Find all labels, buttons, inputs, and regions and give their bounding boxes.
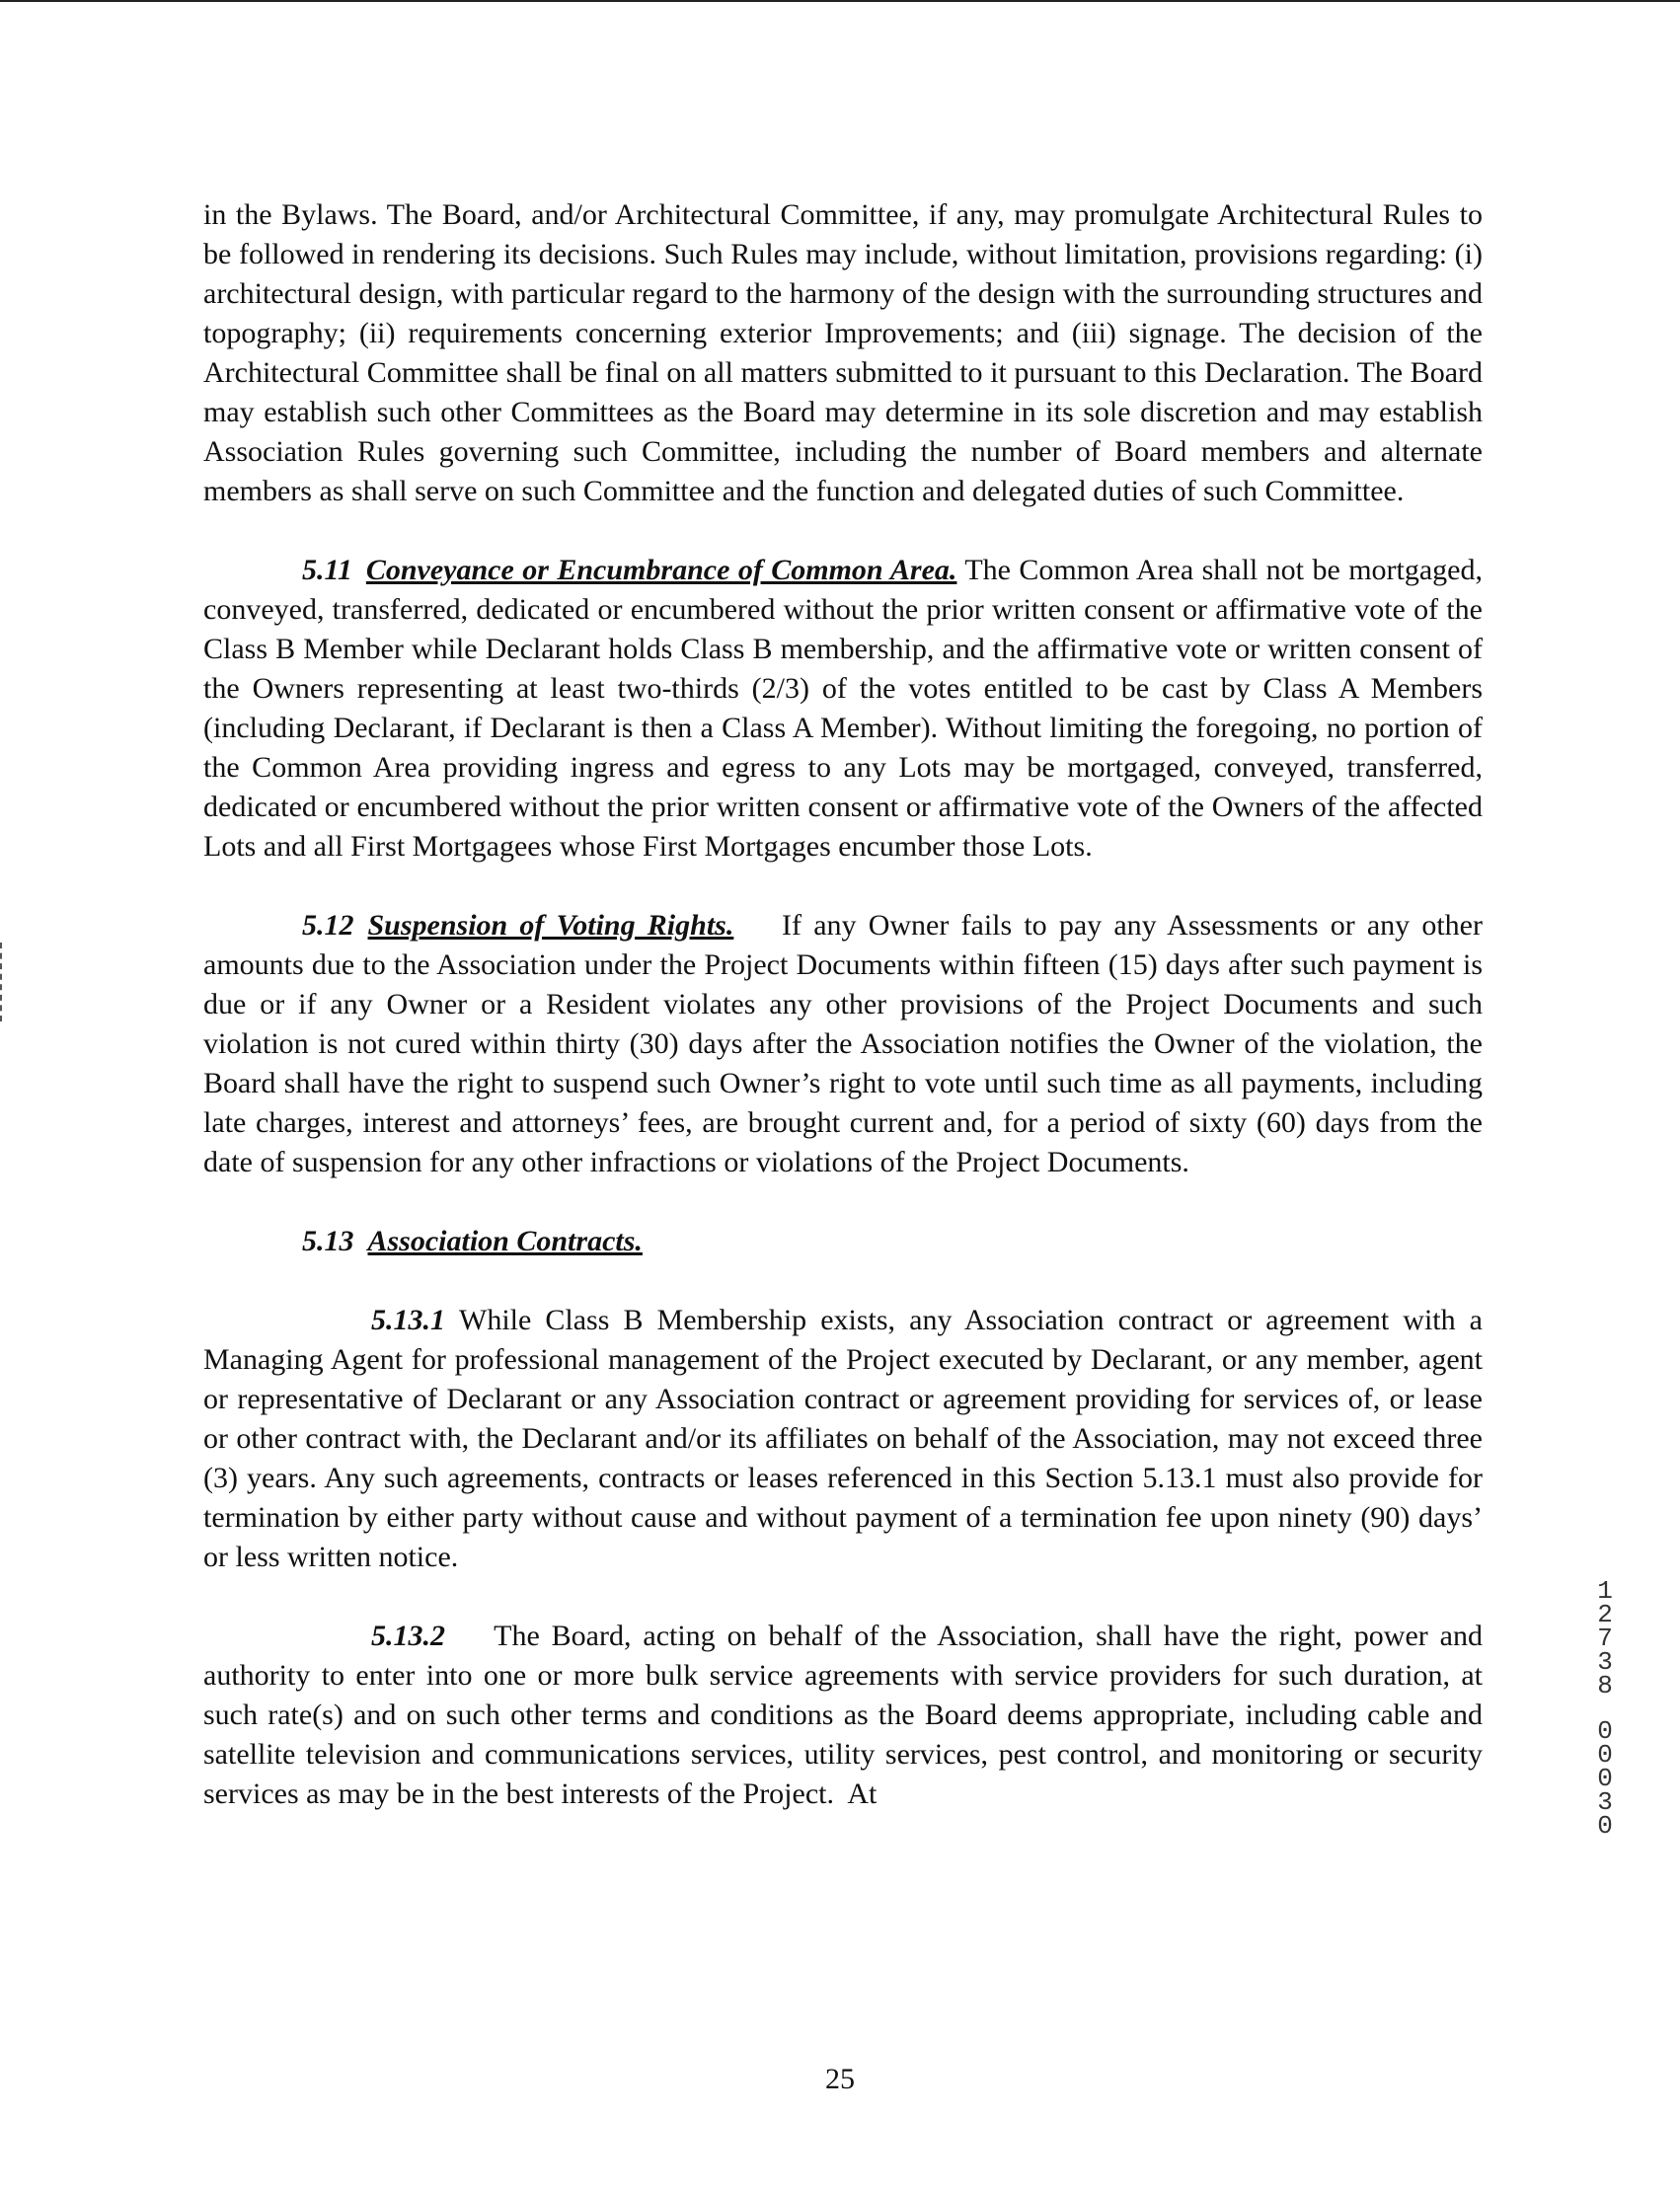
stamp-digit: 3	[1597, 1787, 1613, 1817]
stamp-digit: 0	[1597, 1764, 1613, 1793]
section-5-11	[203, 551, 1483, 867]
stamp-digit: 3	[1597, 1647, 1613, 1677]
section-5-13	[203, 1222, 1483, 1261]
margin-recording-stamp	[1585, 1576, 1625, 1841]
section-title: Conveyance or Encumbrance of Common Area.	[365, 554, 957, 586]
stamp-digit: 7	[1597, 1624, 1613, 1653]
stamp-digit: 1	[1597, 1576, 1613, 1606]
section-number: 5.13	[302, 1225, 354, 1257]
section-number: 5.11	[302, 554, 352, 586]
document-body	[203, 195, 1490, 1853]
page-number: 25	[825, 2063, 855, 2095]
subsection-body: While Class B Membership exists, any Association contract or agreement with a Managing Agent for professional management of the Project executed by Declarant, or any member, agent or representative of Declarant or any Association contract or agreement providing for services of, or lease or other contract with, the Declarant and/or its affiliates on behalf of the Association, may not exceed three (3) years. Any such agreements, contracts or leases referenced in this Section 5.13.1 must also provide for termination by either party without cause and without payment of a termination fee upon ninety (90) days’ or less written notice.	[203, 1304, 1483, 1573]
page-top-border	[0, 0, 1680, 2]
section-body: The Common Area shall not be mortgaged, conveyed, transferred, dedicated or encumbered without the prior written consent or affirmative vote of the Class B Member while Declarant holds Class B membership, and the affirmative vote or written consent of the Owners representing at least two-thirds (2/3) of the votes entitled to be cast by Class A Members (including Declarant, if Declarant is then a Class A Member). Without limiting the foregoing, no portion of the Common Area providing ingress and egress to any Lots may be mortgaged, conveyed, transferred, dedicated or encumbered without the prior written consent or affirmative vote of the Owners of the affected Lots and all First Mortgagees whose First Mortgages encumber those Lots.	[203, 554, 1483, 863]
stamp-digit: 2	[1597, 1600, 1613, 1629]
paragraph-continuation: in the Bylaws. The Board, and/or Architectural Committee, if any, may promulgate Architectural Rules to be followed in rendering its decisions. Such Rules may include, without limitation, provisions regarding: (i) architectural design, with particular regard to the harmony of the design with the surrounding structures and topography; (ii) requirements concerning exterior Improvements; and (iii) signage. The decision of the Architectural Committee shall be final on all matters submitted to it pursuant to this Declaration. The Board may establish such other Committees as the Board may determine in its sole discretion and may establish Association Rules governing such Committee, including the number of Board members and alternate members as shall serve on such Committee and the function and delegated duties of such Committee.	[203, 198, 1483, 507]
section-5-12	[203, 906, 1490, 1182]
subsection-5-13-1	[203, 1301, 1483, 1577]
section-title: Suspension of Voting Rights.	[367, 909, 734, 942]
stamp-digit: 0	[1597, 1740, 1613, 1770]
scan-edge-marks	[0, 943, 5, 1021]
section-number: 5.12	[302, 909, 354, 942]
subsection-number: 5.13.1	[371, 1304, 445, 1336]
section-title: Association Contracts.	[367, 1225, 643, 1257]
subsection-body: The Board, acting on behalf of the Association, shall have the right, power and authority to enter into one or more bulk service agreements with service providers for such duration, at such rate(s) and on such other terms and conditions as the Board deems appropriate, including cable and satellite television and communications services, utility services, pest control, and monitoring or security services as may be in the best interests of the Project. At	[203, 1620, 1490, 1810]
stamp-digit: 0	[1597, 1811, 1613, 1841]
section-body: If any Owner fails to pay any Assessments or any other amounts due to the Association under the Project Documents within fifteen (15) days after such payment is due or if any Owner or a Resident violates any other provisions of the Project Documents and such violation is not cured within thirty (30) days after the Association notifies the Owner of the violation, the Board shall have the right to suspend such Owner’s right to vote until such time as all payments, including late charges, interest and attorneys’ fees, are brought current and, for a period of sixty (60) days from the date of suspension for any other infractions or violations of the Project Documents.	[203, 909, 1490, 1178]
stamp-digit: 8	[1597, 1671, 1613, 1700]
subsection-5-13-2	[203, 1617, 1490, 1814]
subsection-number: 5.13.2	[371, 1620, 445, 1652]
stamp-digit: 0	[1597, 1716, 1613, 1746]
